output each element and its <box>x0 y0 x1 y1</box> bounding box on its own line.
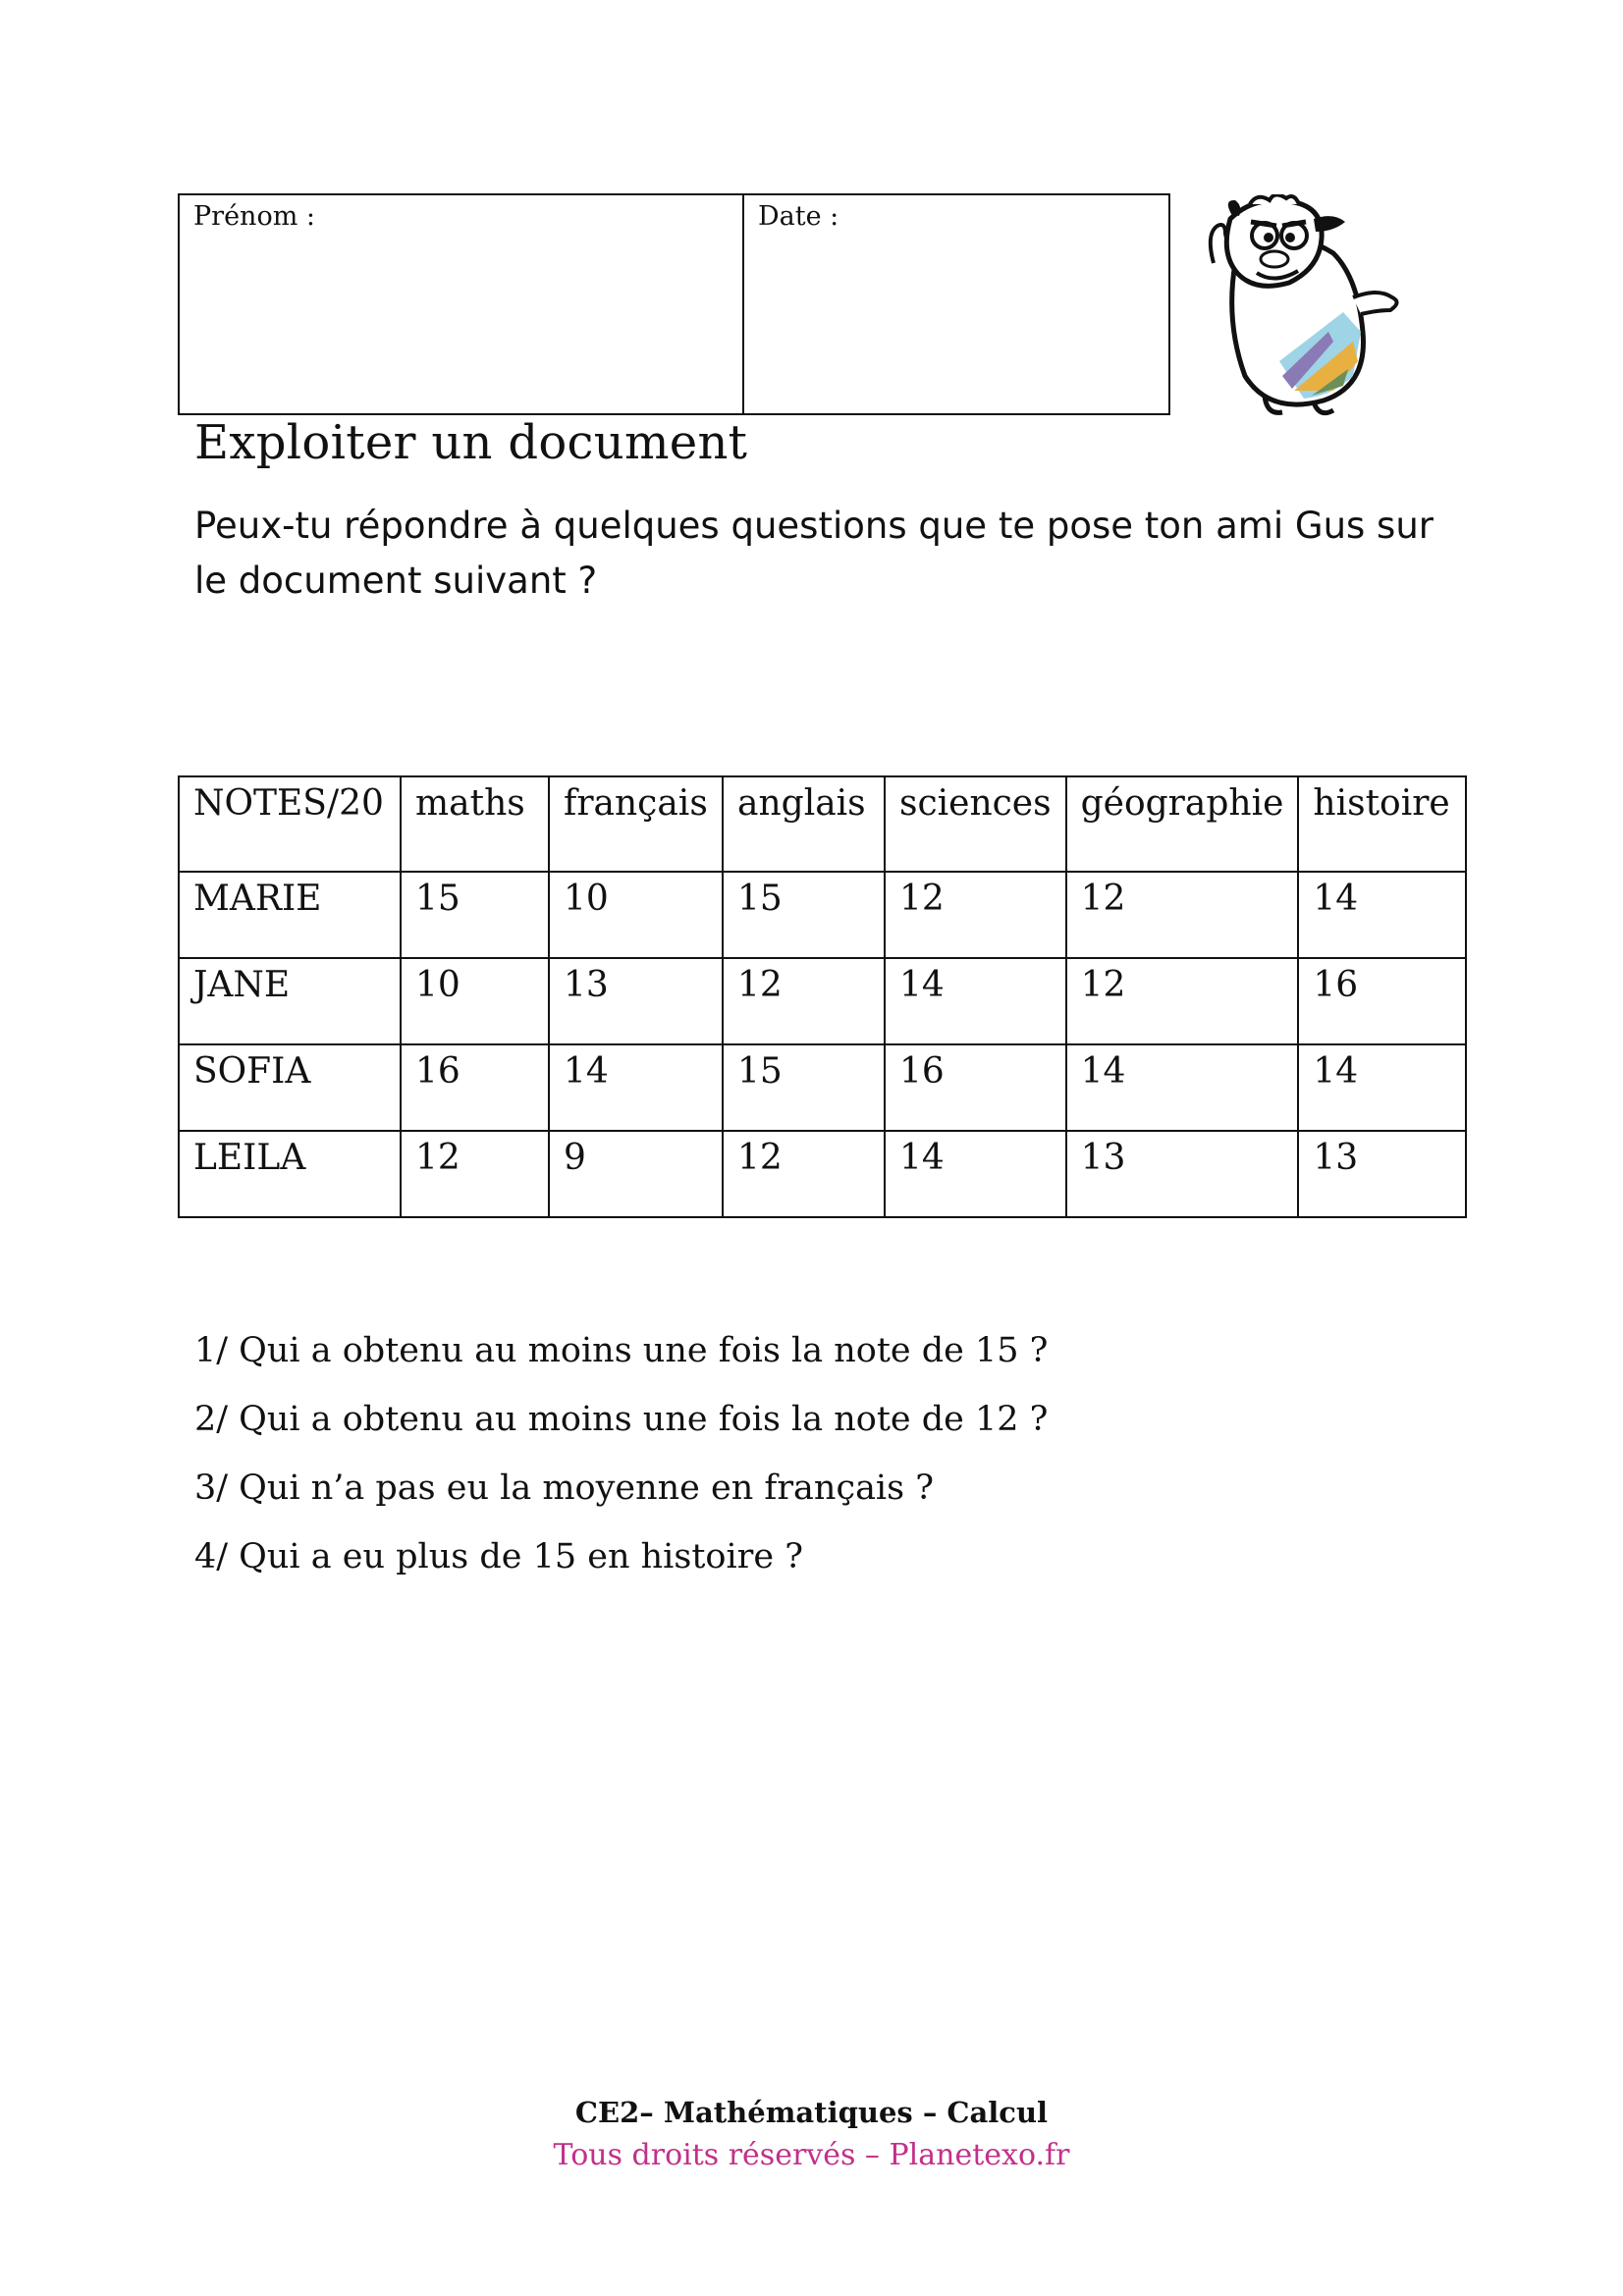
questions-list <box>194 1321 1048 1596</box>
grade-cell: 14 <box>1066 1044 1299 1131</box>
prenom-field[interactable] <box>180 195 744 413</box>
footer-subject: CE2– Mathématiques – Calcul <box>574 2096 1049 2129</box>
grade-cell: 10 <box>549 872 723 958</box>
column-header: NOTES/20 <box>179 776 401 872</box>
grades-table <box>178 775 1467 1218</box>
grade-cell: 14 <box>1298 1044 1466 1131</box>
student-name-cell: JANE <box>179 958 401 1044</box>
grade-cell: 13 <box>549 958 723 1044</box>
prenom-label: Prénom : <box>193 201 315 232</box>
question-item: 3/ Qui n’a pas eu la moyenne en français ? <box>194 1468 934 1508</box>
table-header-row <box>179 776 1466 872</box>
grade-cell: 16 <box>885 1044 1066 1131</box>
column-header: sciences <box>885 776 1066 872</box>
column-header: anglais <box>723 776 885 872</box>
grade-cell: 15 <box>723 1044 885 1131</box>
grade-cell: 14 <box>885 958 1066 1044</box>
grade-cell: 15 <box>401 872 549 958</box>
grade-cell: 12 <box>723 1131 885 1217</box>
grade-cell: 13 <box>1066 1131 1299 1217</box>
intro-text: Peux-tu répondre à quelques questions que te pose ton ami Gus sur le document suivant ? <box>194 505 1434 602</box>
page-title: Exploiter un document <box>194 415 748 470</box>
grade-cell: 14 <box>885 1131 1066 1217</box>
grade-cell: 16 <box>1298 958 1466 1044</box>
table-row <box>179 1131 1466 1217</box>
grade-cell: 16 <box>401 1044 549 1131</box>
grade-cell: 12 <box>1066 958 1299 1044</box>
column-header: français <box>549 776 723 872</box>
student-name-cell: SOFIA <box>179 1044 401 1131</box>
grade-cell: 12 <box>401 1131 549 1217</box>
grade-cell: 9 <box>549 1131 723 1217</box>
student-name-cell: MARIE <box>179 872 401 958</box>
grade-cell: 12 <box>885 872 1066 958</box>
student-info-box <box>178 193 1170 415</box>
grade-cell: 12 <box>1066 872 1299 958</box>
column-header: histoire <box>1298 776 1466 872</box>
grade-cell: 14 <box>1298 872 1466 958</box>
sheep-mascot-icon <box>1196 194 1412 420</box>
question-item: 2/ Qui a obtenu au moins une fois la note de 12 ? <box>194 1400 1049 1439</box>
student-name-cell: LEILA <box>179 1131 401 1217</box>
column-header: géographie <box>1066 776 1299 872</box>
grade-cell: 10 <box>401 958 549 1044</box>
grade-cell: 14 <box>549 1044 723 1131</box>
table-row <box>179 1044 1466 1131</box>
table-row <box>179 872 1466 958</box>
grade-cell: 12 <box>723 958 885 1044</box>
question-item: 1/ Qui a obtenu au moins une fois la note de 15 ? <box>194 1331 1049 1370</box>
date-label: Date : <box>758 201 839 232</box>
date-field[interactable] <box>744 195 1168 413</box>
footer-rights: Tous droits réservés – Planetexo.fr <box>553 2138 1070 2172</box>
column-header: maths <box>401 776 549 872</box>
table-row <box>179 958 1466 1044</box>
grade-cell: 13 <box>1298 1131 1466 1217</box>
grade-cell: 15 <box>723 872 885 958</box>
question-item: 4/ Qui a eu plus de 15 en histoire ? <box>194 1537 803 1576</box>
